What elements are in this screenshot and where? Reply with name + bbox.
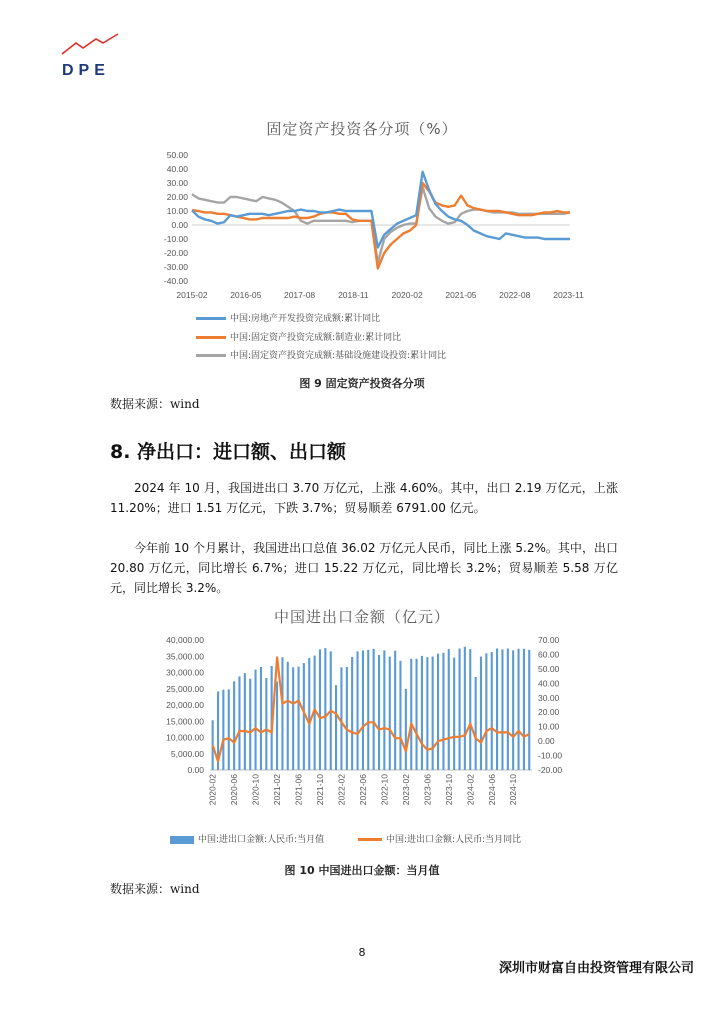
- bar: [287, 662, 289, 770]
- legend-swatch-icon: [358, 838, 382, 841]
- x-tick-label: 2022-10: [379, 774, 390, 806]
- x-tick-label: 2021-02: [272, 774, 283, 806]
- y-tick-label: 50.00: [166, 150, 188, 160]
- bar: [528, 650, 530, 770]
- y2-tick-label: 60.00: [538, 649, 560, 660]
- y-tick-label: -30.00: [163, 262, 188, 272]
- bar: [442, 653, 444, 770]
- bar: [496, 649, 498, 771]
- x-tick-label: 2015-02: [176, 290, 208, 300]
- company-name: 深圳市财富自由投资管理有限公司: [498, 961, 694, 976]
- bar: [362, 650, 364, 770]
- chart10-legend-item-1: [170, 832, 324, 845]
- legend-label: 中国:房地产开发投资完成额:累计同比: [230, 314, 381, 324]
- x-tick-label: 2023-10: [443, 774, 454, 806]
- bar: [298, 667, 300, 770]
- bar: [233, 681, 235, 770]
- logo-trend-line-icon: [62, 34, 118, 54]
- bar: [399, 661, 401, 770]
- chart10-bar-line-chart: [140, 630, 580, 825]
- figure10-source: 数据来源：wind: [110, 882, 200, 896]
- legend-swatch-icon: [196, 354, 226, 357]
- chart10-title: 中国进出口金额（亿元）: [273, 608, 450, 626]
- x-tick-label: 2024-10: [508, 774, 519, 806]
- y2-tick-label: 10.00: [538, 721, 560, 732]
- legend-swatch-icon: [196, 336, 226, 339]
- x-tick-label: 2021-06: [293, 774, 304, 806]
- chart9-line-chart: [140, 145, 584, 305]
- bar: [410, 659, 412, 770]
- y-tick-label: 0.00: [187, 765, 204, 775]
- y2-tick-label: 20.00: [538, 707, 560, 718]
- y-tick-label: -20.00: [163, 248, 188, 258]
- x-tick-label: 2024-06: [486, 774, 497, 806]
- y-tick-label: 40,000.00: [166, 635, 204, 645]
- x-tick-label: 2022-06: [357, 774, 368, 806]
- bar: [276, 682, 278, 770]
- x-tick-label: 2021-10: [315, 774, 325, 806]
- chart10-legend-item-2: [358, 832, 521, 845]
- y-tick-label: 40.00: [166, 164, 188, 174]
- y2-tick-label: 70.00: [538, 635, 560, 645]
- bar: [507, 649, 509, 771]
- y-tick-label: -10.00: [163, 234, 188, 244]
- bar: [518, 649, 520, 770]
- figure9-caption: 图 9 固定资产投资各分项: [299, 377, 425, 390]
- bar: [357, 651, 359, 770]
- bar: [228, 689, 230, 770]
- x-tick-label: 2023-11: [553, 290, 584, 300]
- bar: [324, 648, 326, 770]
- x-tick-label: 2024-02: [465, 774, 476, 806]
- bar: [281, 657, 283, 770]
- bar: [238, 676, 240, 770]
- chart9-legend-item-3: [196, 348, 446, 361]
- legend-label: 中国:固定资产投资完成额:基础设施建设投资:累计同比: [230, 351, 447, 361]
- x-tick-label: 2018-11: [338, 290, 369, 300]
- y-tick-label: 25,000.00: [166, 683, 204, 694]
- x-tick-label: 2021-05: [445, 290, 477, 300]
- bar: [378, 655, 380, 770]
- paragraph-2: 今年前 10 个月累计，我国进出口总值 36.02 万亿元人民币，同比上涨 5.2%。其中，出口 20.80 万亿元，同比增长 6.7%；进口 15.22 万亿元，同比增长 3.2%；贸易顺差 5.58 万亿元，同比增长 3.2%。: [110, 541, 618, 595]
- bar: [383, 650, 385, 770]
- bar: [222, 690, 224, 770]
- chart9-title: 固定资产投资各分项（%）: [266, 120, 458, 138]
- bar: [394, 651, 396, 770]
- bar: [448, 649, 450, 770]
- bar: [389, 657, 391, 770]
- y-tick-label: 35,000.00: [166, 651, 204, 662]
- bar: [512, 650, 514, 770]
- y-tick-label: -40.00: [163, 276, 188, 286]
- bar: [437, 654, 439, 770]
- bar: [367, 650, 369, 770]
- y-tick-label: 20,000.00: [166, 700, 204, 710]
- bar: [432, 657, 434, 770]
- bar: [421, 656, 423, 770]
- x-tick-label: 2023-06: [422, 774, 433, 806]
- y2-tick-label: 0.00: [538, 736, 555, 747]
- bar: [303, 663, 305, 770]
- chart9-legend-item-2: [196, 330, 401, 343]
- bar: [255, 670, 257, 770]
- page-number: 8: [358, 946, 366, 959]
- x-tick-label: 2022-02: [336, 774, 347, 806]
- y-tick-label: 20.00: [166, 192, 188, 202]
- bar: [523, 649, 525, 770]
- y2-tick-label: 50.00: [538, 663, 560, 674]
- bar: [265, 678, 267, 770]
- chart9-legend-item-1: [196, 311, 380, 324]
- series-line: [192, 172, 570, 248]
- bar: [212, 720, 214, 770]
- bar: [459, 649, 461, 771]
- y-tick-label: 30.00: [166, 178, 188, 188]
- y-tick-label: 0.00: [171, 220, 188, 230]
- x-tick-label: 2020-02: [207, 774, 218, 806]
- bar: [308, 658, 310, 770]
- bar: [292, 667, 294, 770]
- y2-tick-label: 30.00: [538, 692, 560, 703]
- x-tick-label: 2022-08: [499, 290, 531, 300]
- logo-text: DPE: [62, 62, 110, 79]
- bar: [491, 652, 493, 770]
- y-tick-label: 10,000.00: [166, 732, 204, 743]
- bar: [501, 649, 503, 770]
- y2-tick-label: -10.00: [538, 750, 563, 761]
- legend-label: 中国:进出口金额:人民币:当月同比: [386, 835, 522, 845]
- x-tick-label: 2017-08: [283, 290, 316, 300]
- legend-swatch-icon: [196, 317, 226, 320]
- series-line: [192, 183, 570, 268]
- y-tick-label: 15,000.00: [166, 716, 204, 727]
- bar: [405, 689, 407, 770]
- bar: [260, 667, 262, 770]
- paragraph-1: 2024 年 10 月，我国进出口 3.70 万亿元，上涨 4.60%。其中，出口 2.19 万亿元，上涨 11.20%；进口 1.51 万亿元，下跌 3.7%；贸易顺差 6791.00 亿元。: [110, 481, 618, 515]
- bar: [346, 667, 348, 770]
- legend-label: 中国:进出口金额:人民币:当月值: [198, 835, 325, 845]
- bar: [469, 649, 471, 770]
- legend-swatch-icon: [170, 836, 194, 844]
- bar: [340, 667, 342, 770]
- bar: [244, 673, 246, 770]
- figure9-source: 数据来源：wind: [110, 397, 200, 411]
- bar: [464, 647, 466, 770]
- bar: [480, 657, 482, 770]
- bar: [335, 685, 337, 770]
- y-tick-label: 10.00: [166, 206, 188, 216]
- x-tick-label: 2016-05: [230, 290, 262, 300]
- bar: [373, 649, 375, 770]
- bar: [475, 677, 477, 770]
- company-logo: [58, 30, 128, 80]
- bar: [426, 657, 428, 770]
- y2-tick-label: -20.00: [538, 765, 563, 775]
- y2-tick-label: 40.00: [538, 678, 560, 689]
- x-tick-label: 2020-06: [229, 774, 240, 806]
- bar: [319, 649, 321, 770]
- bar: [351, 657, 353, 770]
- y-tick-label: 5,000.00: [170, 748, 204, 759]
- bar: [485, 653, 487, 770]
- legend-label: 中国:固定资产投资完成额:制造业:累计同比: [230, 333, 402, 343]
- x-tick-label: 2020-10: [250, 774, 261, 806]
- x-tick-label: 2023-02: [400, 774, 411, 806]
- x-tick-label: 2020-02: [391, 290, 423, 300]
- bar: [416, 659, 418, 770]
- section-heading: 8. 净出口：进口额、出口额: [110, 441, 347, 463]
- figure10-caption: 图 10 中国进出口金额：当月值: [284, 864, 440, 877]
- y-tick-label: 30,000.00: [166, 667, 204, 678]
- bar: [453, 658, 455, 771]
- bar: [249, 679, 251, 770]
